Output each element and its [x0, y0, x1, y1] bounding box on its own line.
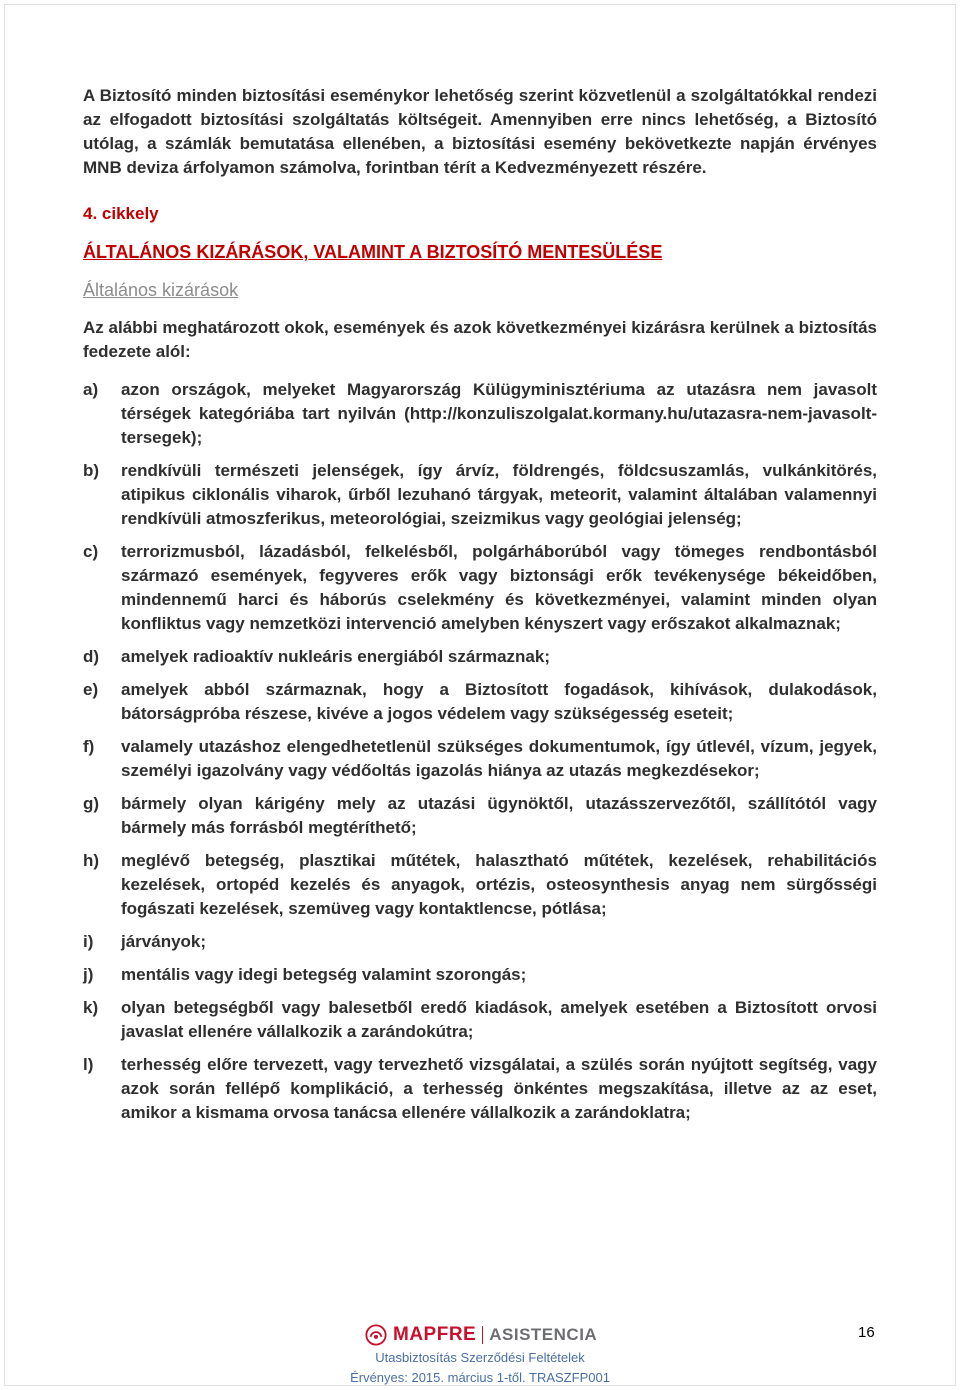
list-item-text: meglévő betegség, plasztikai műtétek, halasztható műtétek, kezelések, rehabilitációs kezelések, ortopéd kezelés és anyagok, ortézis, osteosynthesis anyag nem sürgősségi fogászati kezelések, szemüveg vagy kontaktlencse, pótlása;	[121, 851, 877, 918]
list-item	[83, 849, 877, 921]
list-item	[83, 645, 877, 669]
list-item-text: amelyek radioaktív nukleáris energiából származnak;	[121, 647, 550, 666]
list-item	[83, 963, 877, 987]
list-item-text: járványok;	[121, 932, 207, 951]
list-item-marker: h)	[83, 851, 100, 870]
list-item-marker: c)	[83, 542, 99, 561]
section-title: ÁLTALÁNOS KIZÁRÁSOK, VALAMINT A BIZTOSÍTÓ MENTESÜLÉSE	[83, 242, 663, 262]
list-item	[83, 996, 877, 1044]
list-item-marker: i)	[83, 932, 94, 951]
mapfre-emblem-icon	[365, 1324, 387, 1346]
list-item	[83, 678, 877, 726]
brand-subname: ASISTENCIA	[489, 1325, 598, 1344]
list-item	[83, 930, 877, 954]
list-item	[83, 735, 877, 783]
list-item-text: bármely olyan kárigény mely az utazási ügynöktől, utazásszervezőtől, szállítótól vagy bármely más forrásból megtéríthető;	[121, 794, 877, 837]
document-body	[83, 84, 877, 1134]
list-item	[83, 792, 877, 840]
list-item-marker: g)	[83, 794, 100, 813]
intro-paragraph: A Biztosító minden biztosítási eseménykor lehetőség szerint közvetlenül a szolgáltatókkal rendezi az elfogadott biztosítási szolgáltatás költségeit. Amennyiben erre nincs lehetőség, a Biztosító utólag, a számlák bemutatása ellenében, a biztosítási esemény bekövetkezte napján érvényes MNB deviza árfolyamon számolva, forintban térít a Kedvezményezett részére.	[83, 86, 877, 177]
page-number: 16	[858, 1324, 875, 1341]
list-item-marker: k)	[83, 998, 99, 1017]
list-item	[83, 378, 877, 450]
footer-document-title: Utasbiztosítás Szerződési Feltételek	[375, 1350, 585, 1365]
list-item-marker: b)	[83, 461, 100, 480]
list-item	[83, 540, 877, 636]
list-item-text: terhesség előre tervezett, vagy tervezhető vizsgálatai, a szülés során nyújtott segítség, vagy azok során fellépő komplikáció, a terhesség önkéntes megszakítása, illetve az az eset, amikor a kismama orvosa tanácsa ellenére vállalkozik a zarándoklatra;	[121, 1055, 877, 1122]
list-item-marker: e)	[83, 680, 99, 699]
lead-paragraph: Az alábbi meghatározott okok, események és azok következményei kizárásra kerülnek a biztosítás fedezete alól:	[83, 318, 877, 361]
list-item-marker: d)	[83, 647, 100, 666]
article-number: 4. cikkely	[83, 204, 159, 223]
list-item-marker: f)	[83, 737, 95, 756]
list-item	[83, 1053, 877, 1125]
footer-validity: Érvényes: 2015. március 1-től. TRASZFP001	[350, 1370, 610, 1385]
list-item-text: mentális vagy idegi betegség valamint szorongás;	[121, 965, 527, 984]
list-item-text: terrorizmusból, lázadásból, felkelésből, polgárháborúból vagy tömeges rendbontásból származó események, fegyveres erők vagy biztonsági erők tevékenysége békeidőben, mindennemű harci és háborús cselekmény és következményei, valamint minden olyan konfliktus vagy nemzetközi intervenció amelyben kényszert vagy erőszakot alkalmaznak;	[121, 542, 877, 633]
brand-name: MAPFRE	[393, 1324, 477, 1345]
list-item-marker: j)	[83, 965, 94, 984]
sub-title: Általános kizárások	[83, 280, 239, 300]
list-item-text: valamely utazáshoz elengedhetetlenül szükséges dokumentumok, így útlevél, vízum, jegyek, személyi igazolvány vagy védőoltás igazolás hiánya az utazás megkezdésekor;	[121, 737, 877, 780]
list-item-text: rendkívüli természeti jelenségek, így árvíz, földrengés, földcsuszamlás, vulkánkitörés, atipikus ciklonális viharok, űrből lezuhanó tárgyak, meteorit, valamint általában valamennyi rendkívüli atmoszferikus, meteorológiai, szeizmikus vagy geológiai jelenség;	[121, 461, 877, 528]
list-item-text: amelyek abból származnak, hogy a Biztosított fogadások, kihívások, dulakodások, bátorságpróba részese, kivéve a jogos védelem vagy szükségesség eseteit;	[121, 680, 877, 723]
exclusion-list	[83, 378, 877, 1125]
list-item-text: azon országok, melyeket Magyarország Külügyminisztériuma az utazásra nem javasolt térségek kategóriába tart nyilván (http://konzuliszolgalat.kormany.hu/utazasra-nem-javasolt-tersegek);	[121, 380, 877, 447]
list-item-marker: a)	[83, 380, 99, 399]
list-item	[83, 459, 877, 531]
brand-separator	[482, 1326, 483, 1344]
list-item-text: olyan betegségből vagy balesetből eredő kiadások, amelyek esetében a Biztosított orvosi javaslat ellenére vállalkozik a zarándokútra;	[121, 998, 877, 1041]
list-item-marker: l)	[83, 1055, 94, 1074]
brand-logo	[365, 1324, 597, 1346]
